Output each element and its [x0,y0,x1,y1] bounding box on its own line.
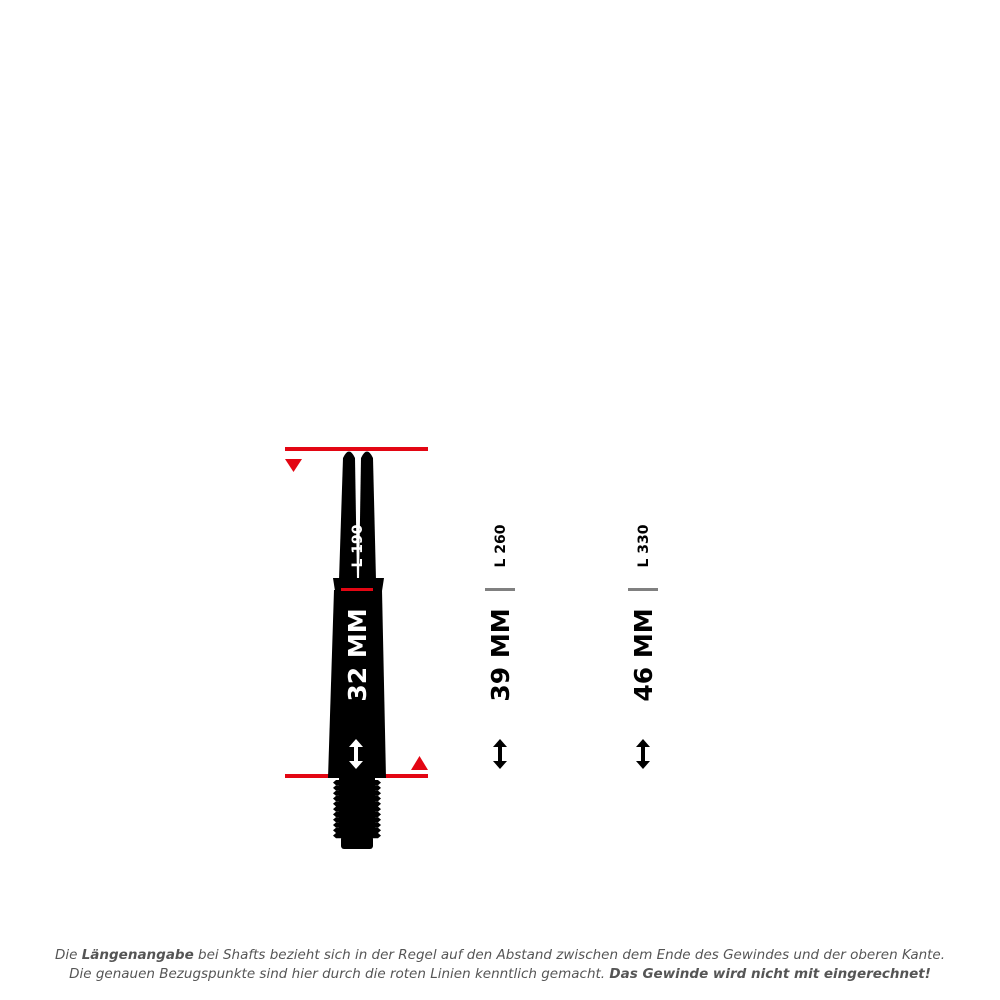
thread-ridge [333,817,381,822]
size-code-l190: L 190 [350,524,366,568]
size-code-l260: L 260 [493,524,509,568]
footer-note [0,946,1000,984]
footer-line-1 [0,946,1000,965]
thread-ridge [333,801,381,806]
footer-line-2-normal: Die genauen Bezugspunkte sind hier durch die roten Linien kenntlich gemacht. [69,966,610,982]
thread-ridge [333,822,381,827]
shaft-thread [333,778,381,838]
thread-ridge [333,791,381,796]
thread-ridge [333,828,381,833]
bottom-marker-icon [411,756,428,770]
top-reference-line [285,447,428,451]
divider-l260 [485,588,515,591]
thread-ridge [333,812,381,817]
top-marker-icon [285,459,302,472]
thread-ridge [333,807,381,812]
length-label-46mm: 46 MM [629,608,658,702]
length-label-39mm: 39 MM [486,608,515,702]
double-arrow-icon [636,739,650,769]
footer-line-1-suffix: bei Shafts bezieht sich in der Regel auf den Abstand zwischen dem Ende des Gewindes und der oberen Kante. [193,947,946,963]
size-code-l330: L 330 [636,524,652,568]
footer-line-1-bold: Längenangabe [81,947,194,963]
thread-ridge [333,785,381,790]
divider-l330 [628,588,658,591]
thread-ridge [333,780,381,785]
shaft-section-divider [341,588,373,591]
length-label-32mm: 32 MM [343,608,372,702]
shaft-thread-end [341,836,373,849]
footer-line-1-prefix: Die [54,947,82,963]
footer-line-2-bold: Das Gewinde wird nicht mit eingerechnet! [609,966,931,982]
footer-line-2 [0,965,1000,984]
thread-ridge [333,796,381,801]
double-arrow-icon [493,739,507,769]
